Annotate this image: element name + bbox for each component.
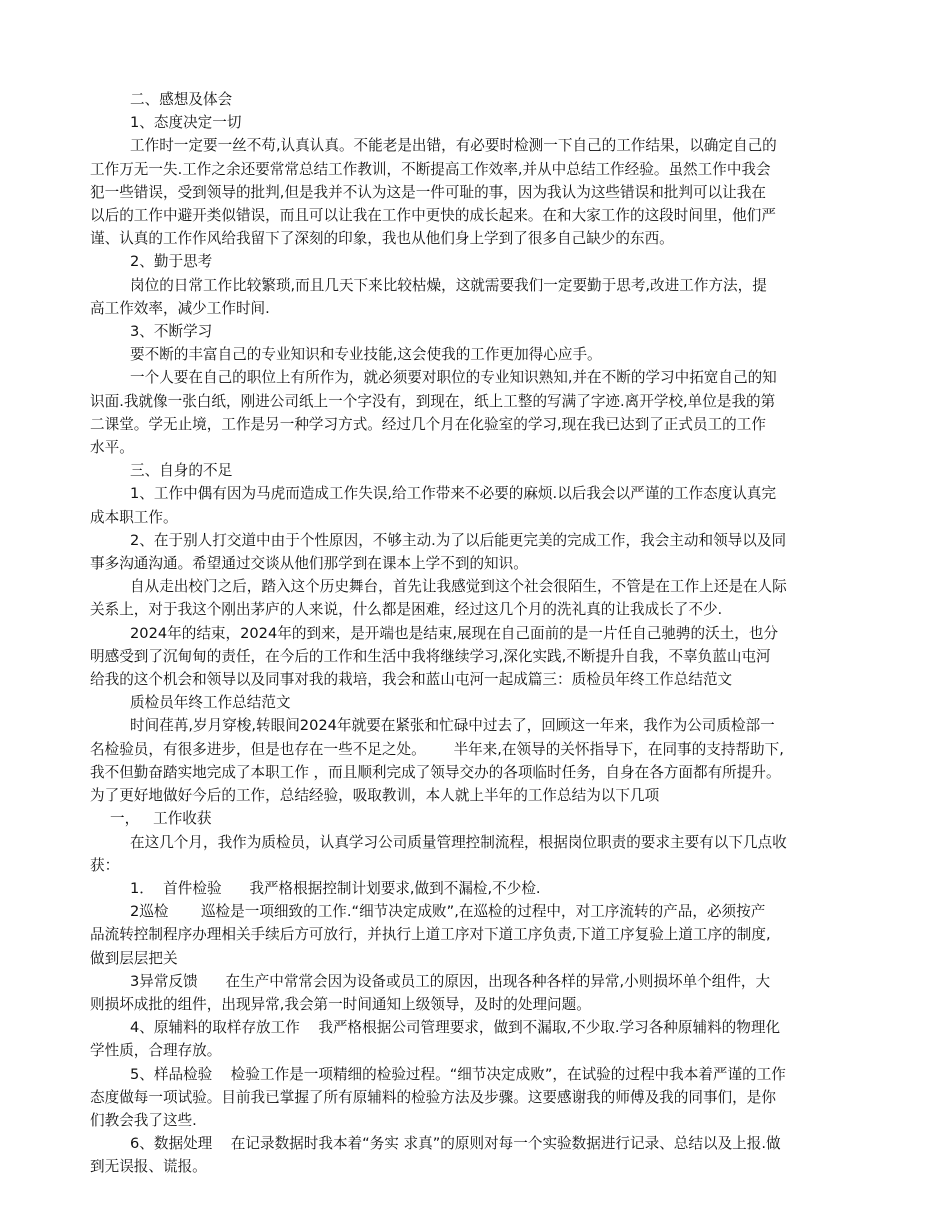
text-line: 以后的工作中避开类似错误，而且可以让我在工作中更快的成长起来。在和大家工作的这段时间里，他们严 bbox=[90, 207, 776, 225]
text-line: 工作万无一失.工作之余还要常常总结工作教训，不断提高工作效率,并从中总结工作经验。虽然工作中我会 bbox=[90, 160, 771, 178]
text-line: 高工作效率，减少工作时间. bbox=[90, 299, 270, 317]
text-line: 则损坏成批的组件，出现异常,我会第一时间通知上级领导，及时的处理问题。 bbox=[90, 995, 591, 1013]
text-line: 3、不断学习 bbox=[130, 323, 213, 341]
text-line: 谨、认真的工作作风给我留下了深刻的印象，我也从他们身上学到了很多自己缺少的东西。 bbox=[90, 230, 674, 248]
text-line: 1、态度决定一切 bbox=[130, 114, 242, 132]
text-line: 态度做每一项试验。目前我已掌握了所有原辅料的检验方法及步骤。这要感谢我的师傅及我的同事们，是你 bbox=[90, 1088, 776, 1106]
text-line: 1、工作中偶有因为马虎而造成工作失误,给工作带来不必要的麻烦.以后我会以严谨的工作态度认真完 bbox=[130, 485, 777, 503]
text-line: 3异常反馈 在生产中常常会因为设备或员工的原因，出现各种各样的异常,小则损坏单个组件，大 bbox=[130, 972, 771, 990]
text-line: 自从走出校门之后，踏入这个历史舞台，首先让我感觉到这个社会很陌生，不管是在工作上还是在人际 bbox=[130, 578, 787, 596]
text-line: 二、感想及体会 bbox=[130, 91, 233, 108]
text-line: 岗位的日常工作比较繁琐,而且几天下来比较枯燥，这就需要我们一定要勤于思考,改进工作方法，提 bbox=[130, 276, 767, 294]
text-line: 事多沟通沟通。希望通过交谈从他们那学到在课本上学不到的知识。 bbox=[90, 555, 528, 573]
text-line: 质检员年终工作总结范文 bbox=[130, 694, 291, 712]
text-line: 一， 工作收获 bbox=[110, 810, 212, 828]
text-line: 识面.我就像一张白纸，刚进公司纸上一个字没有，到现在，纸上工整的写满了字迹.离开学校,单位是我的第 bbox=[90, 392, 776, 410]
text-line: 2、勤于思考 bbox=[130, 253, 213, 271]
text-line: 5、样品检验 检验工作是一项精细的检验过程。“细节决定成败”，在试验的过程中我本着严谨的工作 bbox=[130, 1065, 786, 1083]
text-line: 成本职工作。 bbox=[90, 508, 178, 526]
text-line: 2巡检 巡检是一项细致的工作.“细节决定成败”,在巡检的过程中，对工序流转的产品，必须按产 bbox=[130, 903, 766, 921]
text-line: 们教会我了这些. bbox=[90, 1111, 197, 1129]
text-line: 水平。 bbox=[90, 439, 134, 457]
text-line: 我不但勤奋踏实地完成了本职工作 ，而且顺利完成了领导交办的各项临时任务，自身在各方面都有所提升。 bbox=[90, 763, 781, 781]
text-line: 做到层层把关 bbox=[90, 949, 178, 967]
text-line: 6、数据处理 在记录数据时我本着“务实 求真”的原则对每一个实验数据进行记录、总结以及上报.做 bbox=[130, 1135, 781, 1153]
text-line: 二课堂。学无止境，工作是另一种学习方式。经过几个月在化验室的学习,现在我已达到了正式员工的工作 bbox=[90, 415, 766, 433]
text-line: 名检验员，有很多进步，但是也存在一些不足之处。 半年来,在领导的关怀指导下，在同事的支持帮助下, bbox=[90, 740, 784, 758]
text-line: 学性质，合理存放。 bbox=[90, 1042, 222, 1060]
text-line: 犯一些错误，受到领导的批判,但是我并不认为这是一件可耻的事，因为我认为这些错误和批判可以让我在 bbox=[90, 183, 766, 201]
text-line: 2024年的结束，2024年的到来，是开端也是结束,展现在自己面前的是一片任自己驰骋的沃土，也分 bbox=[130, 624, 779, 642]
text-line: 给我的这个机会和领导以及同事对我的栽培，我会和蓝山屯河一起成篇三：质检员年终工作总结范文 bbox=[90, 671, 733, 689]
text-line: 2、在于别人打交道中由于个性原因，不够主动.为了以后能更完美的完成工作，我会主动和领导以及同 bbox=[130, 531, 787, 549]
text-line: 为了更好地做好今后的工作，总结经验，吸取教训，本人就上半年的工作总结为以下几项 bbox=[90, 787, 660, 805]
text-line: 要不断的丰富自己的专业知识和专业技能,这会使我的工作更加得心应手。 bbox=[130, 346, 602, 364]
text-line: 一个人要在自己的职位上有所作为，就必须要对职位的专业知识熟知,并在不断的学习中拓宽自己的知 bbox=[130, 369, 777, 387]
text-line: 在这几个月，我作为质检员，认真学习公司质量管理控制流程，根据岗位职责的要求主要有以下几点收 bbox=[130, 833, 787, 851]
text-line: 1． 首件检验 我严格根据控制计划要求,做到不漏检,不少检. bbox=[130, 879, 541, 897]
text-line: 工作时一定要一丝不苟,认真认真。不能老是出错，有必要时检测一下自己的工作结果，以确定自己的 bbox=[130, 137, 777, 155]
text-line: 品流转控制程序办理相关手续后方可放行，并执行上道工序对下道工序负责,下道工序复验上道工序的制度, bbox=[90, 926, 771, 944]
text-line: 明感受到了沉甸甸的责任，在今后的工作和生活中我将继续学习,深化实践,不断提升自我，不辜负蓝山屯河 bbox=[90, 647, 771, 665]
text-line: 时间荏苒,岁月穿梭,转眼间2024年就要在紧张和忙碌中过去了，回顾这一年来，我作为公司质检部一 bbox=[130, 717, 775, 735]
text-line: 关系上，对于我这个刚出茅庐的人来说，什么都是困难，经过这几个月的洗礼真的让我成长了不少. bbox=[90, 601, 723, 619]
text-line: 获： bbox=[90, 856, 120, 874]
text-line: 三、自身的不足 bbox=[130, 462, 233, 480]
text-line: 到无误报、谎报。 bbox=[90, 1158, 207, 1176]
text-line: 4、原辅料的取样存放工作 我严格根据公司管理要求，做到不漏取,不少取.学习各种原辅料的物理化 bbox=[130, 1019, 781, 1037]
